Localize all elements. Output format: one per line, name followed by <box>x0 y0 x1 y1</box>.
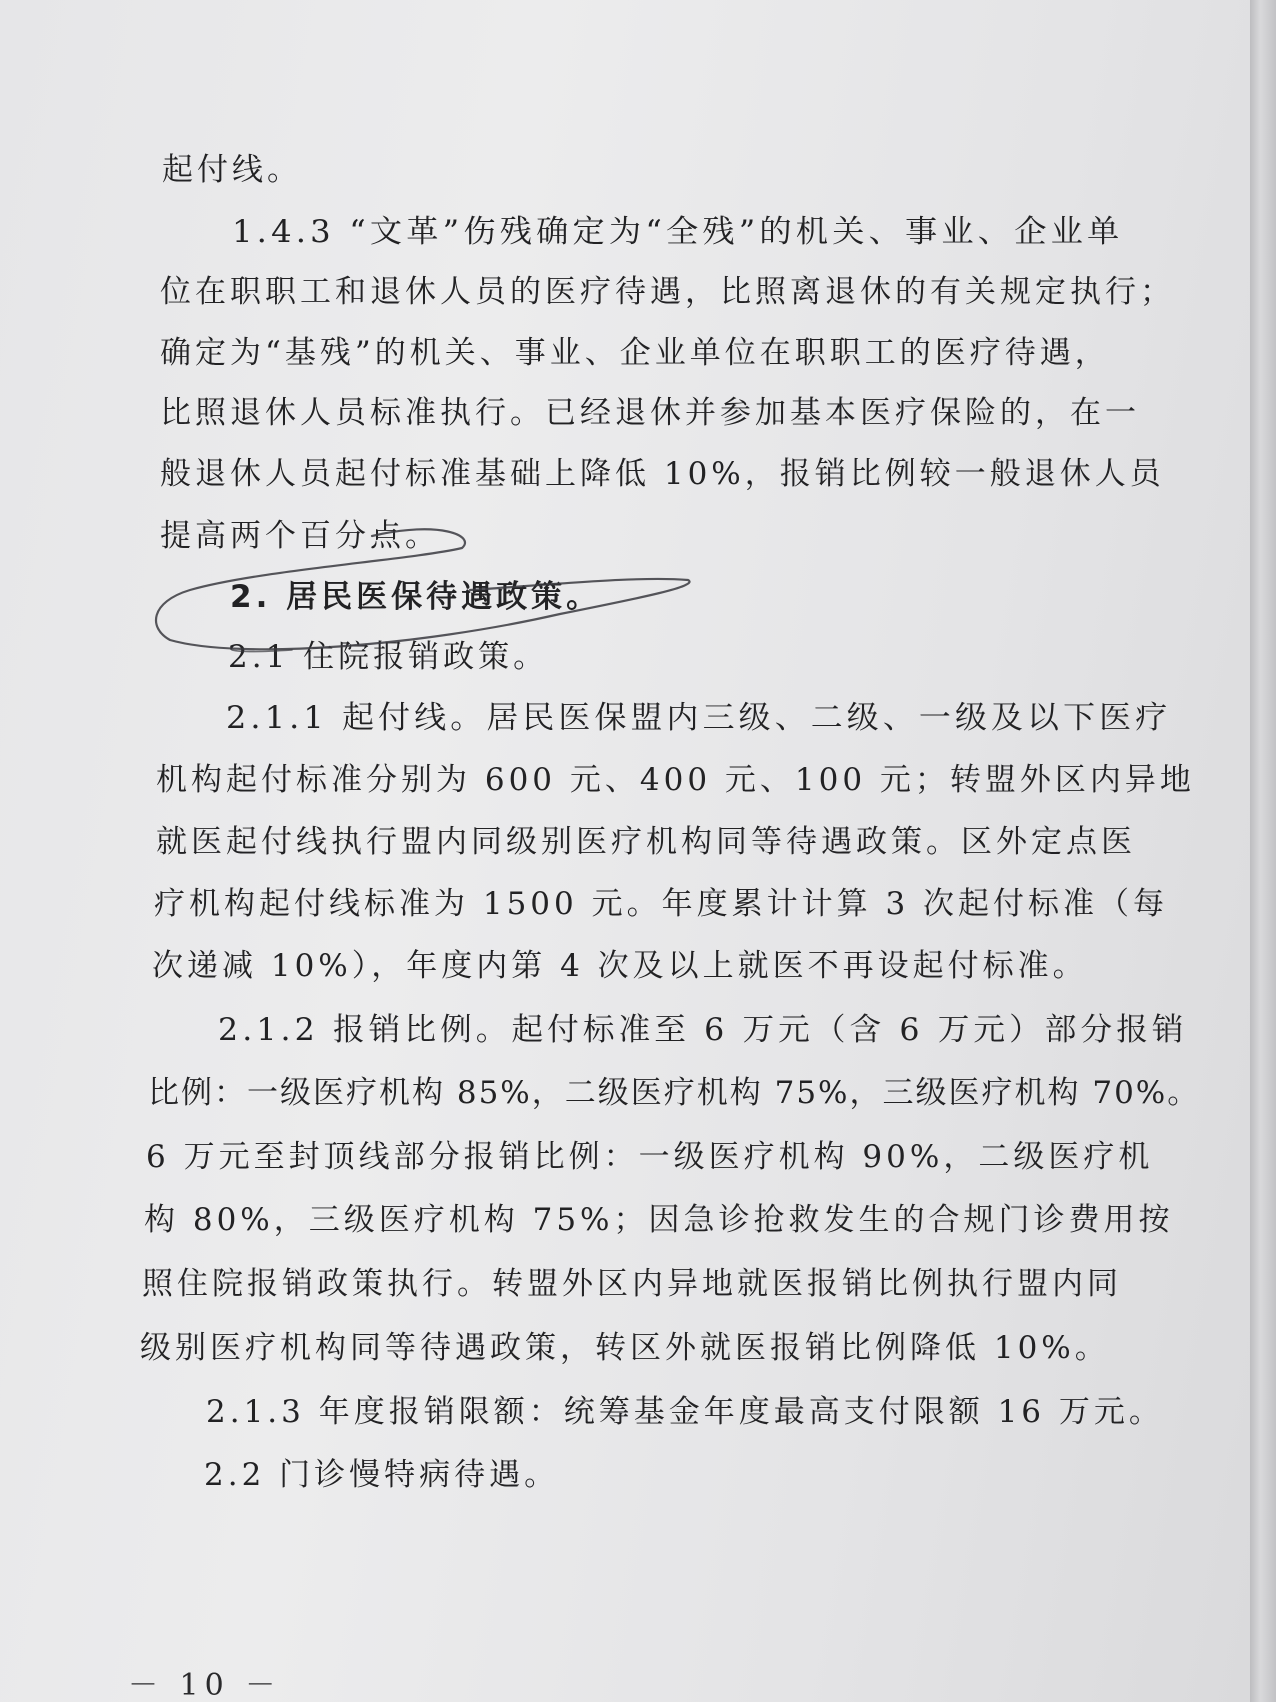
text-line: 次递减 10%），年度内第 4 次及以上就医不再设起付标准。 <box>152 948 1088 984</box>
text-line: 比照退休人员标准执行。已经退休并参加基本医疗保险的，在一 <box>160 395 1140 431</box>
text-line: 照住院报销政策执行。转盟外区内异地就医报销比例执行盟内同 <box>142 1266 1122 1302</box>
page-number: － 10 － <box>128 1668 282 1702</box>
text-line: 机构起付标准分别为 600 元、400 元、100 元；转盟外区内异地 <box>156 762 1195 798</box>
text-line: 构 80%，三级医疗机构 75%；因急诊抢救发生的合规门诊费用按 <box>144 1202 1174 1238</box>
subsection-heading: 2.2 门诊慢特病待遇。 <box>204 1457 560 1493</box>
text-line: 起付线。 <box>162 152 302 188</box>
text-line: 2.1.2 报销比例。起付标准至 6 万元（含 6 万元）部分报销 <box>218 1012 1188 1048</box>
text-line: 疗机构起付线标准为 1500 元。年度累计计算 3 次起付标准（每 <box>154 886 1169 922</box>
subsection-heading: 2.1 住院报销政策。 <box>228 639 549 675</box>
text-line: 比例：一级医疗机构 85%，二级医疗机构 75%，三级医疗机构 70%。 <box>148 1075 1201 1111</box>
text-line: 1.4.3 “文革”伤残确定为“全残”的机关、事业、企业单 <box>232 214 1124 250</box>
text-line: 2.1.3 年度报销限额：统筹基金年度最高支付限额 16 万元。 <box>206 1394 1164 1430</box>
text-line: 6 万元至封顶线部分报销比例：一级医疗机构 90%，二级医疗机 <box>146 1139 1154 1175</box>
text-line: 确定为“基残”的机关、事业、企业单位在职职工的医疗待遇， <box>160 335 1110 371</box>
text-line: 级别医疗机构同等待遇政策，转区外就医报销比例降低 10%。 <box>140 1330 1110 1366</box>
text-line: 提高两个百分点。 <box>160 518 440 554</box>
text-line: 般退休人员起付标准基础上降低 10%，报销比例较一般退休人员 <box>160 456 1165 492</box>
text-line: 就医起付线执行盟内同级别医疗机构同等待遇政策。区外定点医 <box>156 824 1136 860</box>
section-heading: 2. 居民医保待遇政策。 <box>230 579 602 615</box>
text-line: 位在职职工和退休人员的医疗待遇，比照离退休的有关规定执行； <box>160 274 1175 310</box>
text-line: 2.1.1 起付线。居民医保盟内三级、二级、一级及以下医疗 <box>226 700 1172 736</box>
page-edge <box>1250 0 1276 1702</box>
